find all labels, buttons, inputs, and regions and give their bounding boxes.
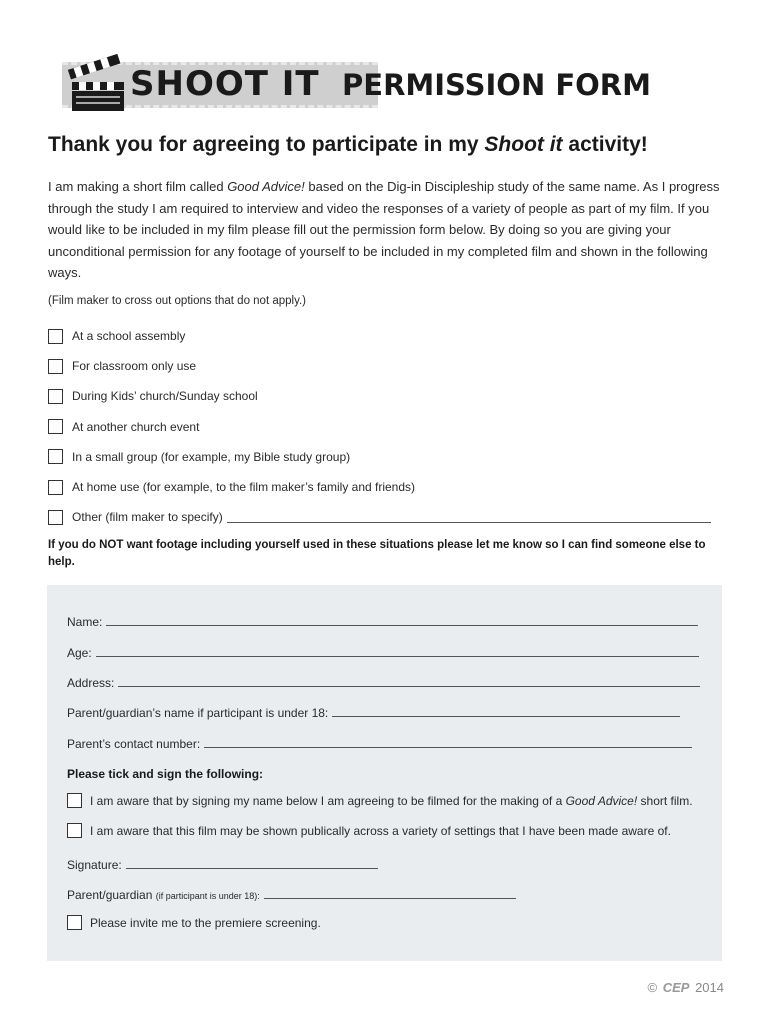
name-input-line[interactable] <box>106 615 698 626</box>
checkbox[interactable] <box>48 359 63 374</box>
checkbox[interactable] <box>48 419 63 434</box>
shoot-it-logo-text: SHOOT IT <box>130 64 320 104</box>
option-home-use: At home use (for example, to the film maker’s family and friends) <box>48 472 728 502</box>
opt-out-warning: If you do NOT want footage including yourself used in these situations please let me know so I can find someone else to help. <box>48 539 706 568</box>
signature-line[interactable] <box>126 858 378 869</box>
premiere-invite: Please invite me to the premiere screening. <box>67 915 321 930</box>
guardian-signature-field: Parent/guardian (if participant is under 18): <box>67 888 516 902</box>
usage-options-list <box>48 321 728 532</box>
contact-input-line[interactable] <box>204 737 692 748</box>
copyright-footer: © CEP 2014 <box>647 980 724 995</box>
address-input-line[interactable] <box>118 676 700 687</box>
checkbox[interactable] <box>48 329 63 344</box>
age-field: Age: <box>67 646 699 660</box>
other-specify-line[interactable] <box>227 512 711 523</box>
guardian-signature-line[interactable] <box>264 888 516 899</box>
consent-filming: I am aware that by signing my name below I am agreeing to be filmed for the making of a Good Advice! short film. <box>67 793 693 808</box>
name-field: Name: <box>67 615 698 629</box>
form-header <box>52 50 652 120</box>
checkbox[interactable] <box>48 449 63 464</box>
age-input-line[interactable] <box>96 646 699 657</box>
option-classroom: For classroom only use <box>48 351 728 381</box>
details-form-panel <box>47 585 722 961</box>
permission-form-title: PERMISSION FORM <box>342 68 651 102</box>
clapperboard-icon <box>66 54 128 114</box>
cep-logo: CEP <box>662 980 690 995</box>
option-other: Other (film maker to specify) <box>48 502 728 532</box>
contact-number-field: Parent’s contact number: <box>67 737 692 751</box>
option-school-assembly: At a school assembly <box>48 321 728 351</box>
guardian-name-field: Parent/guardian’s name if participant is under 18: <box>67 706 680 720</box>
checkbox[interactable] <box>67 793 82 808</box>
option-small-group: In a small group (for example, my Bible study group) <box>48 442 728 472</box>
signature-field: Signature: <box>67 858 378 872</box>
option-kids-church: During Kids’ church/Sunday school <box>48 381 728 411</box>
tick-heading: Please tick and sign the following: <box>67 767 264 781</box>
consent-public-showing: I am aware that this film may be shown publically across a variety of settings that I have been made aware of. <box>67 823 671 838</box>
checkbox[interactable] <box>67 915 82 930</box>
option-church-event: At another church event <box>48 412 728 442</box>
checkbox[interactable] <box>48 510 63 525</box>
instruction-note: (Film maker to cross out options that do not apply.) <box>48 295 307 307</box>
guardian-name-input-line[interactable] <box>332 706 680 717</box>
checkbox[interactable] <box>67 823 82 838</box>
page-heading: Thank you for agreeing to participate in my Shoot it activity! <box>48 133 648 156</box>
intro-paragraph: I am making a short film called Good Advice! based on the Dig-in Discipleship study of the same name. As I progress through the study I am required to interview and video the responses of a variety of people as part of my film. If you would like to be included in my film please fill out the permission form below. By doing so you are giving your unconditional permission for any footage of yourself to be included in my completed film and shown in the following ways. <box>48 179 720 280</box>
address-field: Address: <box>67 676 700 690</box>
checkbox[interactable] <box>48 480 63 495</box>
checkbox[interactable] <box>48 389 63 404</box>
